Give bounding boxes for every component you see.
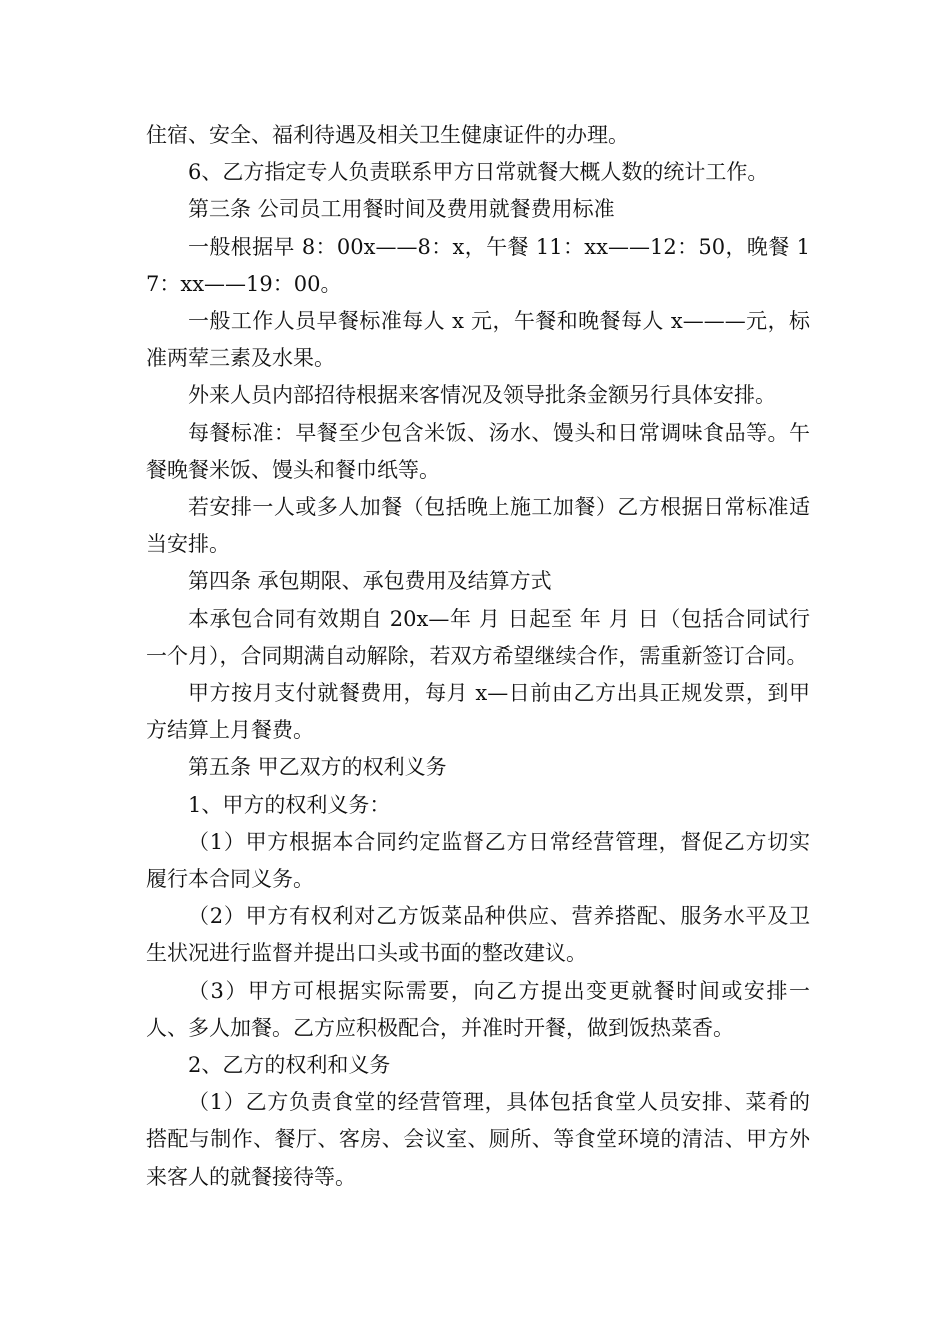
paragraph-5: 一般工作人员早餐标准每人 x 元，午餐和晚餐每人 x———元，标准两荤三素及水果。 <box>146 309 810 371</box>
paragraph-4: 一般根据早 8：00x——8：x，午餐 11：xx——12：50，晚餐 17：xx——19：00。 <box>146 234 810 296</box>
section-heading-4: 第四条 承包期限、承包费用及结算方式 <box>188 569 552 594</box>
paragraph-6: 外来人员内部招待根据来客情况及领导批条金额另行具体安排。 <box>188 383 776 408</box>
paragraph-2: 6、乙方指定专人负责联系甲方日常就餐大概人数的统计工作。 <box>188 160 769 185</box>
paragraph-10: 本承包合同有效期自 20x—年 月 日起至 年 月 日（包括合同试行一个月），合同期满自动解除，若双方希望继续合作，需重新签订合同。 <box>146 606 810 668</box>
paragraph-1: 住宿、安全、福利待遇及相关卫生健康证件的办理。 <box>146 123 629 147</box>
paragraph-15: （2）甲方有权利对乙方饭菜品种供应、营养搭配、服务水平及卫生状况进行监督并提出口头或书面的整改建议。 <box>146 904 810 966</box>
paragraph-16: （3）甲方可根据实际需要，向乙方提出变更就餐时间或安排一人、多人加餐。乙方应积极配合，并准时开餐，做到饭热菜香。 <box>146 978 810 1040</box>
paragraph-13: 1、甲方的权利义务： <box>188 792 391 817</box>
section-heading-5: 第五条 甲乙双方的权利义务 <box>188 755 447 780</box>
paragraph-14: （1）甲方根据本合同约定监督乙方日常经营管理，督促乙方切实履行本合同义务。 <box>146 829 810 892</box>
paragraph-7: 每餐标准：早餐至少包含米饭、汤水、馒头和日常调味食品等。午餐晚餐米饭、馒头和餐巾纸等。 <box>146 420 810 482</box>
document-page <box>146 117 810 1196</box>
paragraph-8: 若安排一人或多人加餐（包括晚上施工加餐）乙方根据日常标准适当安排。 <box>146 495 810 557</box>
section-heading-3: 第三条 公司员工用餐时间及费用就餐费用标准 <box>188 197 615 222</box>
paragraph-11: 甲方按月支付就餐费用，每月 x—日前由乙方出具正规发票，到甲方结算上月餐费。 <box>146 681 810 743</box>
paragraph-18: （1）乙方负责食堂的经营管理，具体包括食堂人员安排、菜肴的搭配与制作、餐厅、客房、会议室、厕所、等食堂环境的清洁、甲方外来客人的就餐接待等。 <box>146 1090 810 1189</box>
paragraph-17: 2、乙方的权利和义务 <box>188 1053 391 1078</box>
